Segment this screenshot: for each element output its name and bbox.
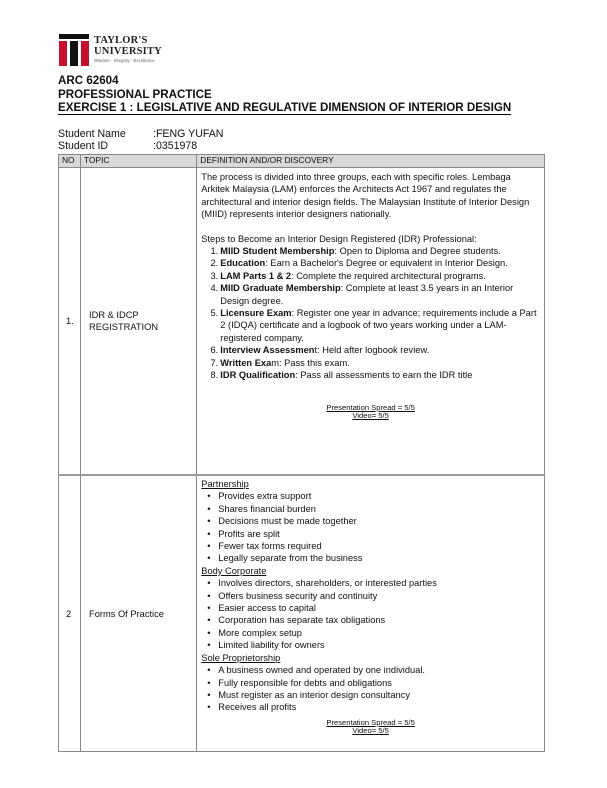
video-score: Video= 5/5: [352, 726, 389, 736]
score-block: [201, 404, 540, 421]
row-number: 1.: [59, 168, 81, 476]
list-item: • Easier access to capital: [201, 602, 540, 614]
student-name-value: :FENG YUFAN: [153, 128, 224, 140]
list-item: • Involves directors, shareholders, or interested parties: [201, 577, 540, 589]
exercise-title: [58, 101, 511, 115]
list-item: • Offers business security and continuity: [201, 590, 540, 602]
presentation-score: Presentation Spread = 5/5: [326, 402, 415, 412]
row-definition: [197, 475, 545, 752]
video-score: Video= 5/5: [352, 410, 389, 420]
steps-title: Steps to Become an Interior Design Registered (IDR) Professional:: [201, 233, 477, 244]
exercise-prefix: EXERCISE 1 :: [58, 101, 137, 114]
bullet-list: [201, 664, 540, 714]
list-item: • Provides extra support: [201, 490, 540, 502]
section-title: Partnership: [201, 479, 249, 489]
header-no: NO: [59, 155, 81, 168]
list-item: • More complex setup: [201, 627, 540, 639]
table-header-row: [59, 155, 545, 168]
student-id-value: :0351978: [153, 139, 198, 152]
list-item: 5. Licensure Exam: Register one year in advance; requirements include a Part 2 (IDQA) certificate and a logbook of two years working under a LAM-registered company.: [210, 308, 537, 343]
exercise-name: LEGISLATIVE AND REGULATIVE DIMENSION OF INTERIOR DESIGN: [136, 101, 512, 114]
list-item: 4. MIID Graduate Membership: Complete at least 3.5 years in an Interior Design degree.: [210, 283, 514, 306]
list-item: • Shares financial burden: [201, 503, 540, 515]
row-number: 2: [59, 475, 81, 752]
list-item: • Limited liability for owners: [201, 639, 540, 651]
course-code: ARC 62604: [58, 74, 119, 87]
row-topic: Forms Of Practice: [81, 475, 197, 752]
presentation-score: Presentation Spread = 5/5: [326, 717, 415, 727]
list-item: 1. MIID Student Membership: Open to Diploma and Degree students.: [210, 246, 501, 257]
row-definition: [197, 168, 545, 476]
header-topic: TOPIC: [81, 155, 197, 168]
intro-paragraph: The process is divided into three groups, each with specific roles. Lembaga Arkitek Malaysia (LAM) enforces the Architects Act 1967 and regulates the architectural and interior design fields. The Malaysian Institute of Interior Design (MIID) represents interior designers nationally.: [201, 172, 530, 220]
table-row: [59, 168, 545, 476]
course-title: PROFESSIONAL PRACTICE: [58, 87, 212, 101]
list-item: • Fully responsible for debts and obligations: [201, 677, 540, 689]
list-item: • Decisions must be made together: [201, 515, 540, 527]
list-item: 8. IDR Qualification: Pass all assessments to earn the IDR title: [210, 370, 473, 381]
student-name-label: Student Name: [58, 128, 126, 140]
exercise-table: [58, 154, 545, 752]
list-item: 7. Written Exam: Pass this exam.: [210, 357, 350, 368]
list-item: • Profits are split: [201, 528, 540, 540]
section-title: Body Corporate: [201, 565, 267, 576]
list-item: • A business owned and operated by one individual.: [201, 664, 540, 676]
steps-list: [201, 245, 540, 381]
list-item: • Corporation has separate tax obligations: [201, 614, 540, 626]
score-block: [201, 719, 540, 736]
taylors-crest-icon: [58, 32, 90, 68]
row-topic: [81, 168, 197, 476]
logo-line-1: TAYLOR'S: [94, 35, 148, 47]
bullet-list: [201, 490, 540, 564]
section-title: Sole Proprietorship: [201, 652, 281, 663]
logo-tagline: Wisdom · Integrity · Excellence: [94, 58, 155, 64]
bullet-list: [201, 577, 540, 651]
list-item: • Receives all profits: [201, 701, 540, 713]
list-item: 3. LAM Parts 1 & 2: Complete the required architectural programs.: [210, 270, 486, 281]
university-logo: [58, 30, 172, 70]
header-definition: DEFINITION AND/OR DISCOVERY: [197, 155, 545, 168]
topic-line: IDR & IDCP: [89, 310, 139, 320]
table-row: [59, 475, 545, 752]
document-header: [58, 74, 511, 115]
topic-line: REGISTRATION: [89, 322, 159, 332]
student-id-label: Student ID: [58, 139, 109, 152]
list-item: • Fewer tax forms required: [201, 540, 540, 552]
list-item: 2. Education: Earn a Bachelor's Degree or equivalent in Interior Design.: [210, 258, 508, 269]
logo-line-2: UNIVERSITY: [94, 45, 162, 57]
list-item: • Must register as an interior design consultancy: [201, 689, 540, 701]
student-info: [58, 129, 223, 152]
list-item: • Legally separate from the business: [201, 552, 540, 564]
list-item: 6. Interview Assessment: Held after logbook review.: [210, 345, 430, 356]
